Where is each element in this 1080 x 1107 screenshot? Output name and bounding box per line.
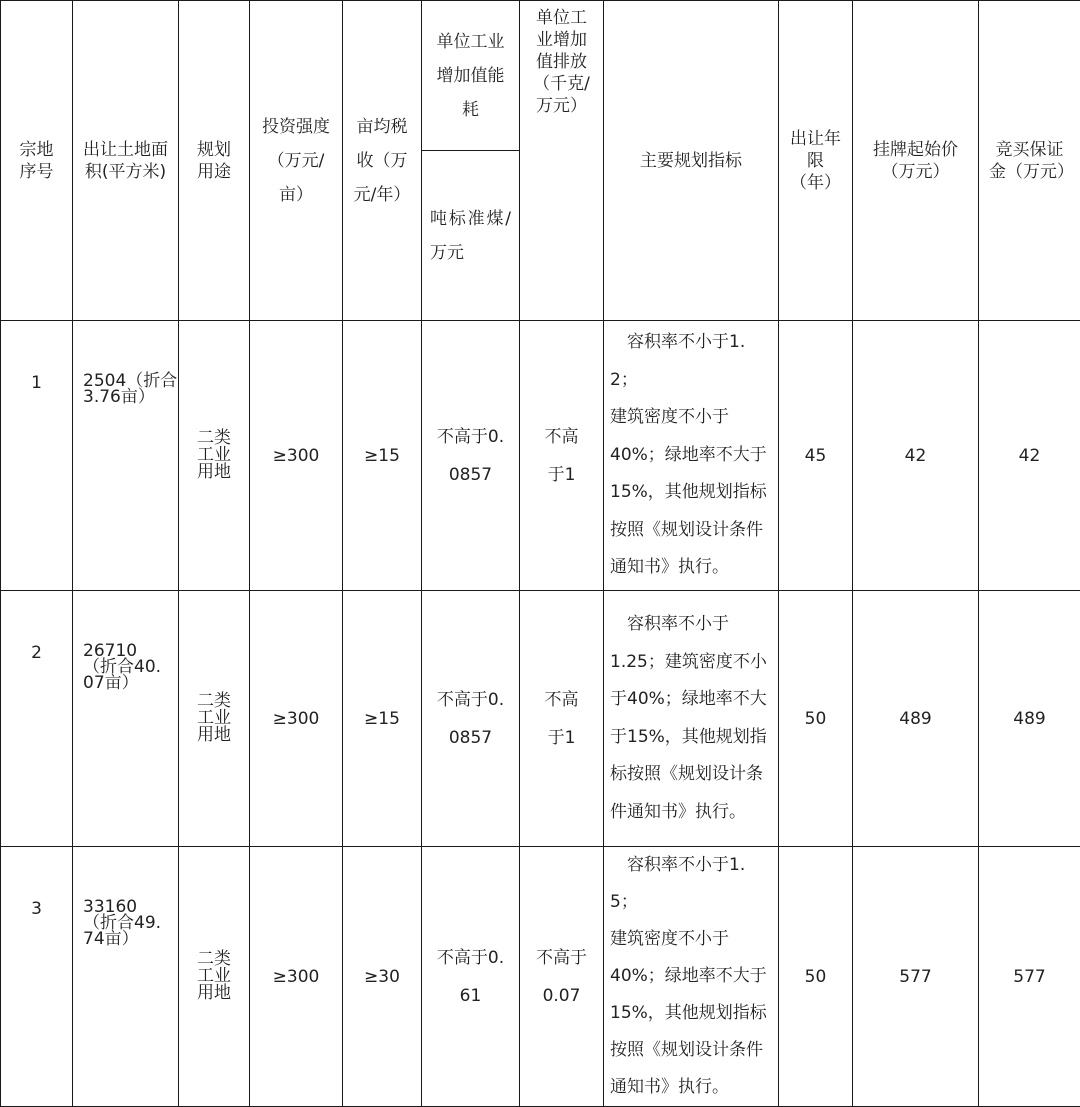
row-investment: ≥300 — [250, 321, 343, 591]
header-deposit: 竞买保证金（万元） — [979, 1, 1080, 321]
row-use: 二类工业用地 — [179, 847, 250, 1107]
indicator-line: 建筑密度不小于 — [610, 921, 772, 958]
indicator-line: 按照《规划设计条件 — [610, 512, 772, 550]
row-area-cell — [73, 321, 179, 591]
indicator-line: 40%；绿地率不大于 — [610, 437, 772, 475]
header-energy-unit: 吨标准煤/万元 — [422, 151, 520, 321]
indicator-line: 15%，其他规划指标 — [610, 995, 772, 1032]
table-row — [1, 321, 1080, 591]
row-emission: 不高于0.07 — [520, 847, 604, 1107]
row-tax: ≥15 — [343, 321, 422, 591]
row-investment: ≥300 — [250, 847, 343, 1107]
row-price: 42 — [853, 321, 979, 591]
row-emission: 不高于1 — [520, 321, 604, 591]
header-seq: 宗地序号 — [1, 1, 73, 321]
row-deposit: 489 — [979, 591, 1080, 847]
row-energy: 不高于0.61 — [422, 847, 520, 1107]
row-seq: 3 — [1, 847, 73, 1107]
indicator-line: 通知书》执行。 — [610, 549, 772, 587]
indicator-line: 按照《规划设计条件 — [610, 1032, 772, 1069]
row-deposit: 577 — [979, 847, 1080, 1107]
row-tax: ≥30 — [343, 847, 422, 1107]
row-indicators — [604, 591, 779, 847]
row-price: 489 — [853, 591, 979, 847]
indicator-line: 容积率不小于1.2； — [610, 324, 772, 399]
row-seq: 2 — [1, 591, 73, 847]
header-investment: 投资强度（万元/亩） — [250, 1, 343, 321]
header-area: 出让土地面积(平方米) — [73, 1, 179, 321]
header-row — [1, 1, 1080, 151]
row-indicators — [604, 321, 779, 591]
row-tax: ≥15 — [343, 591, 422, 847]
table-row — [1, 847, 1080, 1107]
row-years: 50 — [779, 847, 853, 1107]
row-indicators — [604, 847, 779, 1107]
row-area-cell — [73, 847, 179, 1107]
header-tax: 亩均税收（万元/年） — [343, 1, 422, 321]
row-price: 577 — [853, 847, 979, 1107]
row-energy: 不高于0.0857 — [422, 321, 520, 591]
header-indicators: 主要规划指标 — [604, 1, 779, 321]
table-row — [1, 591, 1080, 847]
header-price: 挂牌起始价（万元） — [853, 1, 979, 321]
row-use: 二类工业用地 — [179, 321, 250, 591]
row-area: 26710（折合40.07亩） — [73, 643, 178, 691]
indicator-line: 件通知书》执行。 — [610, 794, 772, 832]
indicator-line: 于40%；绿地率不大 — [610, 681, 772, 719]
indicator-line: 1.25；建筑密度不小 — [610, 644, 772, 682]
row-emission: 不高于1 — [520, 591, 604, 847]
row-seq: 1 — [1, 321, 73, 591]
indicator-line: 15%，其他规划指标 — [610, 474, 772, 512]
indicator-line: 通知书》执行。 — [610, 1069, 772, 1106]
indicator-line: 40%；绿地率不大于 — [610, 958, 772, 995]
row-use: 二类工业用地 — [179, 591, 250, 847]
row-area: 2504（折合3.76亩） — [73, 373, 178, 405]
header-emission: 单位工业增加值排放（千克/万元） — [520, 1, 604, 321]
row-deposit: 42 — [979, 321, 1080, 591]
row-years: 50 — [779, 591, 853, 847]
header-energy-title: 单位工业增加值能耗 — [422, 1, 520, 151]
indicator-line: 于15%，其他规划指 — [610, 719, 772, 757]
row-years: 45 — [779, 321, 853, 591]
indicator-line: 标按照《规划设计条 — [610, 756, 772, 794]
header-years: 出让年限（年） — [779, 1, 853, 321]
row-energy: 不高于0.0857 — [422, 591, 520, 847]
indicator-line: 容积率不小于 — [610, 606, 772, 644]
header-use: 规划用途 — [179, 1, 250, 321]
indicator-line: 容积率不小于1.5； — [610, 847, 772, 921]
row-investment: ≥300 — [250, 591, 343, 847]
indicator-line: 建筑密度不小于 — [610, 399, 772, 437]
row-area: 33160（折合49.74亩） — [73, 899, 178, 947]
row-area-cell — [73, 591, 179, 847]
